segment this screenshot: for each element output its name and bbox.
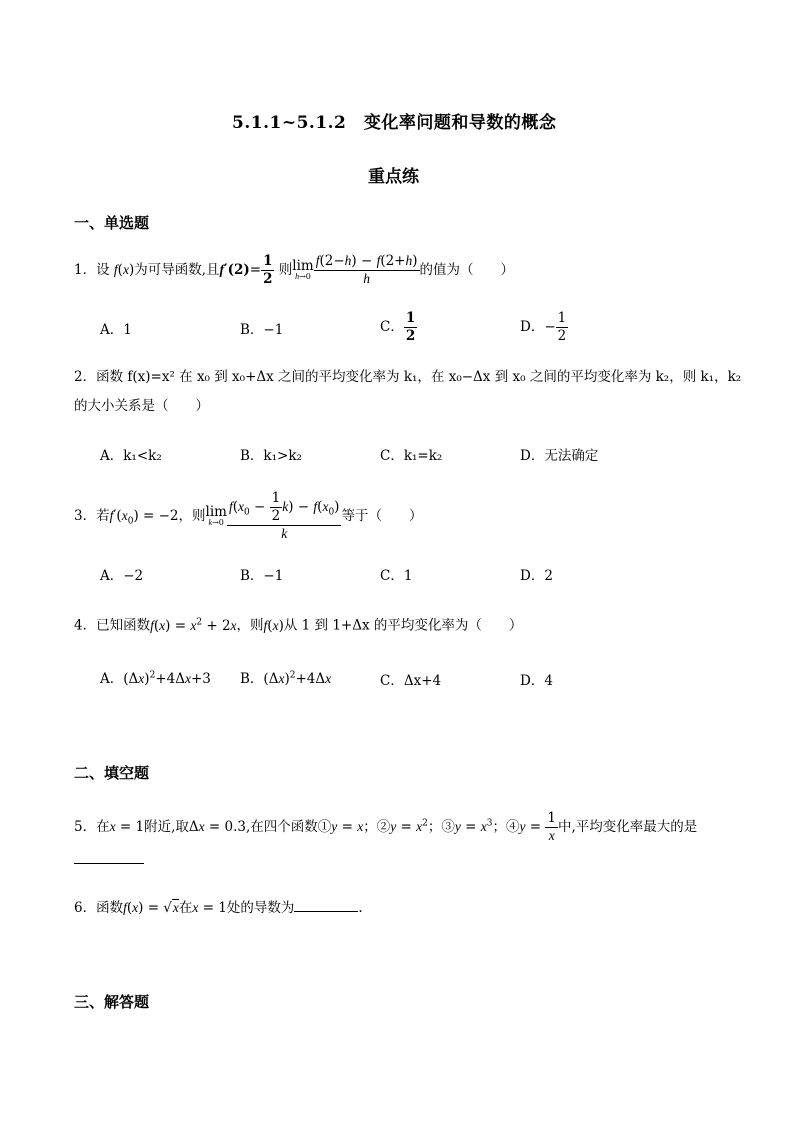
section-heading-fill-in: 二、填空题	[74, 764, 150, 782]
formula-f-prime-2: f′(2)	[219, 261, 250, 278]
question-4: 4．已知函数$f(x) = x^2 + 2x$，则f(x)从 1 到 1+Δx 的平均变化率为（ ）	[74, 617, 523, 634]
q1-option-a[interactable]: A．1	[100, 322, 132, 338]
section-heading-solution: 三、解答题	[74, 993, 150, 1011]
q1-text: 则	[278, 261, 293, 278]
q1-option-b[interactable]: B．−1	[240, 322, 284, 338]
fraction-one-over-x: $\frac{1}{x}$	[547, 810, 556, 843]
q4-option-a[interactable]: A．$(\Delta x)^2+4\Delta x+3$	[100, 670, 211, 687]
q4-option-d[interactable]: D．4	[520, 673, 553, 689]
question-2-line-1: 2．函数 f(x)=x² 在 x₀ 到 x₀+Δx 之间的平均变化率为 k₁，在 x₀−Δx 到 x₀ 之间的平均变化率为 k₂，则 k₁，k₂	[74, 369, 742, 385]
q1-option-d[interactable]: D．− $\frac{1}{2}$	[520, 310, 567, 344]
q3-option-c[interactable]: C．1	[380, 568, 413, 584]
difference-quotient: $\frac{f(2-h) - f(2+h)}{h}$	[315, 253, 418, 286]
difference-quotient: $f(x_0$ − $\frac{1}{2}$ $k) - f(x_0)$ k	[228, 490, 340, 541]
q3-option-b[interactable]: B．−1	[240, 568, 284, 584]
fraction-one-half: $\frac{1}{2}$	[263, 253, 273, 287]
answer-blank[interactable]	[74, 862, 144, 864]
limit-symbol: lim k→0	[205, 503, 227, 528]
q4-option-c[interactable]: C．Δx+4	[380, 673, 442, 689]
question-5: 5．在x = 1附近,取Δx = 0.3,在四个函数①y = x；②y = $x^2$；③y = $x^3$；④y = $\frac{1}{x}$ 中,平均变化率最大的是	[74, 810, 698, 843]
question-2-line-2: 的大小关系是（ ）	[74, 398, 209, 414]
page-title: 5.1.1~5.1.2 变化率问题和导数的概念	[232, 113, 557, 133]
answer-blank[interactable]	[294, 897, 358, 912]
limit-symbol: lim h→0	[292, 257, 314, 282]
q1-text: 为可导函数,且	[134, 261, 220, 278]
formula-fx-def: $f(x) = x^2 + 2x$	[150, 617, 237, 634]
q2-option-c[interactable]: C．k₁=k₂	[380, 448, 443, 464]
q1-text: 设	[96, 261, 110, 278]
q3-option-d[interactable]: D．2	[520, 568, 553, 584]
q2-option-d[interactable]: D．无法确定	[520, 448, 599, 464]
question-1: 1．设 f(x)为可导函数,且f′(2)= $\frac{1}{2}$ 则lim h→0 $\frac{f(2-h) - f(2+h)}{h}$ 的值为（ ）	[74, 253, 515, 287]
formula-f-prime-x0: $f'(x_0) = -2$	[109, 507, 179, 527]
q2-option-a[interactable]: A．k₁<k₂	[100, 448, 162, 464]
formula-fx: f(x)	[263, 617, 284, 634]
question-3: 3．若$f'(x_0) = -2$，则lim k→0 $f(x_0$ − $\frac{1}{2}$ $k) - f(x_0)$ k 等于（ ）	[74, 490, 423, 541]
question-6: 6．函数f(x) = √x在x = 1处的导数为 .	[74, 897, 363, 918]
q4-option-b[interactable]: B．$(\Delta x)^2+4\Delta x$	[240, 670, 332, 687]
q1-text: 的值为（ ）	[419, 261, 515, 278]
question-number: 1．	[74, 261, 97, 278]
q3-option-a[interactable]: A．−2	[100, 568, 144, 584]
fraction-one-half: $\frac{1}{2}$	[405, 310, 416, 344]
section-heading-single-choice: 一、单选题	[74, 214, 150, 232]
q1-option-c[interactable]: C． $\frac{1}{2}$	[380, 310, 416, 344]
fraction-one-half: $\frac{1}{2}$	[557, 310, 567, 344]
formula-fx: f	[113, 261, 118, 277]
page-subtitle: 重点练	[368, 167, 419, 187]
q2-option-b[interactable]: B．k₁>k₂	[240, 448, 302, 464]
